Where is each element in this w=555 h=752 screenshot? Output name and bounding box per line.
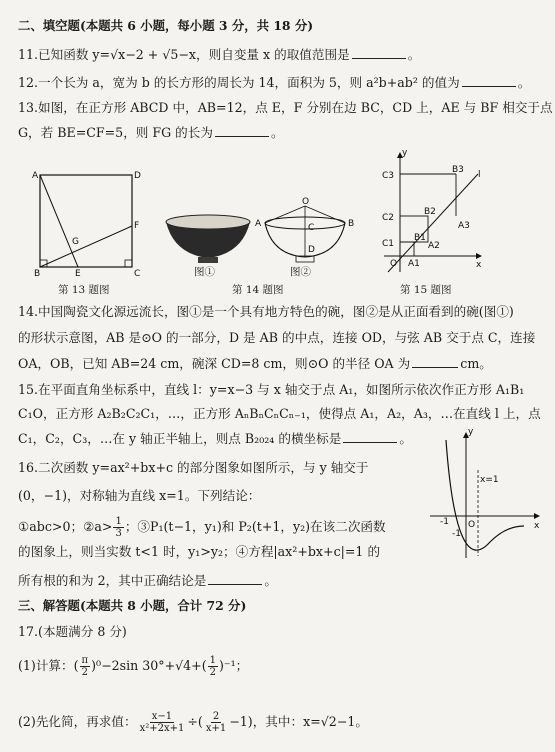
question-13-line2: G，若 BE=CF=5，则 FG 的长为 。 xyxy=(18,125,284,140)
label-c1: C1 xyxy=(382,239,395,249)
label-o: O xyxy=(390,259,398,269)
figure-14-bowl-schematic xyxy=(255,197,358,270)
fraction-pi-over-two: $\frac{\pi}{2}$ xyxy=(81,655,89,678)
label-c2: C2 xyxy=(382,213,395,223)
label-e: E xyxy=(75,269,81,279)
fraction-one-half: $\frac{1}{2}$ xyxy=(209,655,217,678)
label-c3: C3 xyxy=(382,171,395,181)
label-x: x xyxy=(476,260,482,270)
label-l: l xyxy=(478,170,481,180)
label-b2: B2 xyxy=(424,207,436,217)
figure-14-caption: 第 14 题图 xyxy=(232,284,284,296)
label-a1: A1 xyxy=(408,259,420,269)
figure-16-parabola xyxy=(428,427,543,560)
label-b: B xyxy=(348,219,355,229)
label-minus-one-x: -1 xyxy=(440,517,449,527)
label-c: C xyxy=(134,269,141,279)
label-a: A xyxy=(255,219,262,229)
label-a: A xyxy=(32,171,39,181)
question-14-line1: 14.中国陶瓷文化源远流长，图①是一个具有地方特色的碗，图②是从正面看到的碗(图①) xyxy=(18,304,514,319)
figure-14-img2-label: 图② xyxy=(290,266,311,278)
label-c: C xyxy=(308,223,315,233)
label-y: y xyxy=(402,148,408,158)
question-12: 12.一个长为 a，宽为 b 的长方形的周长为 14，面积为 5，则 a²b+ab² 的值为 。 xyxy=(18,75,531,90)
label-o: O xyxy=(468,520,476,530)
question-15-line2: C₁O，正方形 A₂B₂C₂C₁，…，正方形 AₙBₙCₙCₙ₋₁，使得点 A₁，A₂，A₃，…在直线 l 上，点 xyxy=(18,406,541,421)
label-minus-one-y: -1 xyxy=(452,529,461,539)
question-17-part1: (1)计算：( $\frac{\pi}{2}$ )⁰−2sin 30°+√4+( $\frac{1}{2}$ )⁻¹； xyxy=(18,655,249,678)
section-answer-title: 三、解答题(本题共 8 小题，合计 72 分) xyxy=(18,598,247,613)
answer-blank[interactable] xyxy=(208,572,262,585)
label-a3: A3 xyxy=(458,221,470,231)
question-16-line5: 所有根的和为 2，其中正确结论是 。 xyxy=(18,573,277,588)
question-16-line1: 16.二次函数 y=ax²+bx+c 的部分图象如图所示，与 y 轴交于 xyxy=(18,460,369,475)
figure-15-caption: 第 15 题图 xyxy=(400,284,452,296)
answer-blank[interactable] xyxy=(412,355,458,368)
label-o: O xyxy=(302,197,310,207)
question-13-line1: 13.如图，在正方形 ABCD 中，AB=12，点 E，F 分别在边 BC，CD 上，AE 与 BF 相交于点 xyxy=(18,100,553,115)
question-15-line3: C₁，C₂，C₃，…在 y 轴正半轴上，则点 B₂₀₂₄ 的横坐标是 。 xyxy=(18,431,412,446)
answer-blank[interactable] xyxy=(352,46,406,59)
answer-blank[interactable] xyxy=(462,74,516,87)
question-17-title: 17.(本题满分 8 分) xyxy=(18,624,127,639)
figure-13-caption: 第 13 题图 xyxy=(58,284,110,296)
fraction-one-third: $\frac{1}{3}$ xyxy=(115,516,122,539)
figure-15-coordinate-squares xyxy=(378,148,488,274)
label-axis-x1: x=1 xyxy=(480,475,499,485)
question-16-line2: (0，−1)，对称轴为直线 x=1。下列结论： xyxy=(18,488,261,503)
label-d: D xyxy=(308,245,315,255)
question-16-line4: 的图象上，则当实数 t<1 时，y₁>y₂；④方程|ax²+bx+c|=1 的 xyxy=(18,544,381,559)
figure-14-bowl-photo xyxy=(164,212,254,272)
question-11: 11.已知函数 y=√x−2 + √5−x，则自变量 x 的取值范围是 。 xyxy=(18,47,421,62)
figure-14-img1-label: 图① xyxy=(194,266,215,278)
answer-blank[interactable] xyxy=(215,124,269,137)
question-16-line3: ①abc>0；②a> $\frac{1}{3}$ ；③P₁(t−1，y₁)和 P₂(t+1，y₂)在该二次函数 xyxy=(18,516,386,539)
question-14-line2: 的形状示意图，AB 是⊙O 的一部分，D 是 AB 的中点，连接 OD，与弦 AB 交于点 C，连接 xyxy=(18,330,536,345)
label-b1: B1 xyxy=(414,233,426,243)
label-y: y xyxy=(468,427,474,437)
label-d: D xyxy=(134,171,141,181)
question-17-part2: (2)先化简，再求值： $\frac{x-1}{\text{x²+2x+1}}$ ÷( $\frac{2}{x+1}$ −1)，其中：x=√2−1。 xyxy=(18,711,368,734)
fraction-x-minus-one: $\frac{x-1}{\text{x²+2x+1}}$ xyxy=(139,711,185,734)
question-15-line1: 15.在平面直角坐标系中，直线 l：y=x−3 与 x 轴交于点 A₁，如图所示依次作正方形 A₁B₁ xyxy=(18,382,525,397)
fraction-two-over-x-plus-one: $\frac{2}{x+1}$ xyxy=(205,711,227,734)
label-x: x xyxy=(534,521,540,531)
label-b3: B3 xyxy=(452,165,464,175)
section-fill-blank-title: 二、填空题(本题共 6 小题，每小题 3 分，共 18 分) xyxy=(18,18,314,33)
label-b: B xyxy=(34,269,41,279)
label-g: G xyxy=(72,237,79,247)
label-a2: A2 xyxy=(428,241,440,251)
answer-blank[interactable] xyxy=(343,430,397,443)
label-f: F xyxy=(134,221,140,231)
figure-13-square xyxy=(30,170,150,278)
question-14-line3: OA，OB，已知 AB=24 cm，碗深 CD=8 cm，则⊙O 的半径 OA 为 cm。 xyxy=(18,356,492,371)
